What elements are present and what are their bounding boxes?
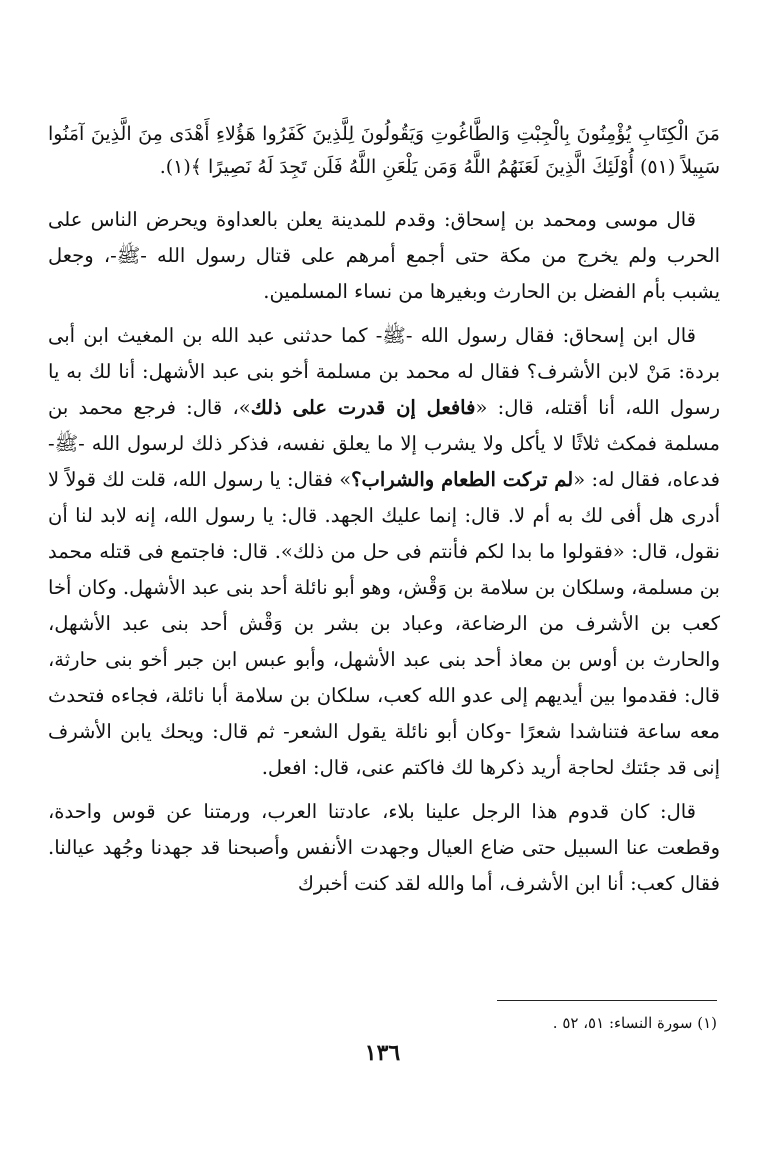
quran-verse: مَنَ الْكِتَابِ يُؤْمِنُونَ بِالْجِبْتِ وَالطَّاغُوتِ وَيَقُولُونَ لِلَّذِينَ كَفَرُوا هَؤُلاءِ أَهْدَى مِنَ الَّذِينَ آمَنُوا سَبِيلاً (٥١) أُوْلَئِكَ الَّذِينَ لَعَنَهُمُ اللَّهُ وَمَن يَلْعَنِ اللَّهُ فَلَن تَجِدَ لَهُ نَصِيرًا ﴾(١).	[48, 123, 720, 178]
paragraph-2-part-3: » فقال: يا رسول الله، قلت لك قولاً لا أدرى هل أفى لك به أم لا. قال: إنما عليك الجهد. قال: يا رسول الله، إنه لابد لنا أن نقول، قال: «فقولوا ما بدا لكم فأنتم فى حل من ذلك». قال: فاجتمع فى قتله محمد بن مسلمة، وسلكان بن سلامة بن وَقْش، وهو أبو نائلة أحد بنى عبد الأشهل. وكان أخا كعب بن الأشرف من الرضاعة، وعباد بن بشر بن وَقْش أحد بنى عبد الأشهل، والحارث بن أوس بن معاذ أحد بنى عبد الأشهل، وأبو عبس ابن جبر أخو بنى حارثة، قال: فقدموا بين أيديهم إلى عدو الله كعب، سلكان بن سلامة أبا نائلة، فجاءه فتحدث معه ساعة فتناشدا شعرًا -وكان أبو نائلة يقول الشعر- ثم قال: ويحك يابن الأشرف إنى قد جئتك لحاجة أريد ذكرها لك فاكتم عنى، قال: افعل.	[48, 468, 720, 779]
footnote-divider	[497, 1000, 717, 1001]
paragraph-1: قال موسى ومحمد بن إسحاق: وقدم للمدينة يعلن بالعداوة ويحرض الناس على الحرب ولم يخرج من مكة حتى أجمع أمرهم على قتال رسول الله -ﷺ-، وجعل يشبب بأم الفضل بن الحارث وبغيرها من نساء المسلمين.	[48, 208, 720, 303]
paragraph-3: قال: كان قدوم هذا الرجل علينا بلاء، عادتنا العرب، ورمتنا عن قوس واحدة، وقطعت عنا السبيل حتى ضاع العيال وجهدت الأنفس وأصبحنا قد جهدنا وجُهد عيالنا. فقال كعب: أنا ابن الأشرف، أما والله لقد كنت أخبرك	[48, 800, 720, 895]
bold-quote-1: فافعل إن قدرت على ذلك	[250, 396, 476, 419]
paragraph-2-part-2: »، قال: فرجع محمد بن مسلمة فمكث ثلاثًا لا يأكل ولا يشرب إلا ما يعلق نفسه، فذكر ذلك لرسول الله -ﷺ- فدعاه، فقال له: «	[48, 396, 721, 491]
paragraph-2-part-1: قال ابن إسحاق: فقال رسول الله -ﷺ- كما حدثنى عبد الله بن المغيث ابن أبى بردة: مَنْ لابن الأشرف؟ فقال له محمد بن مسلمة أخو بنى عبد الأشهل: أنا لك به يا رسول الله، أنا أقتله، قال: «	[48, 324, 720, 419]
footnote: (١) سورة النساء: ٥١، ٥٢ .	[552, 1014, 717, 1032]
page-body	[48, 118, 720, 910]
paragraph-2	[48, 318, 720, 786]
page-number: ١٣٦	[364, 1040, 401, 1066]
bold-quote-2: لم تركت الطعام والشراب؟	[351, 468, 574, 491]
